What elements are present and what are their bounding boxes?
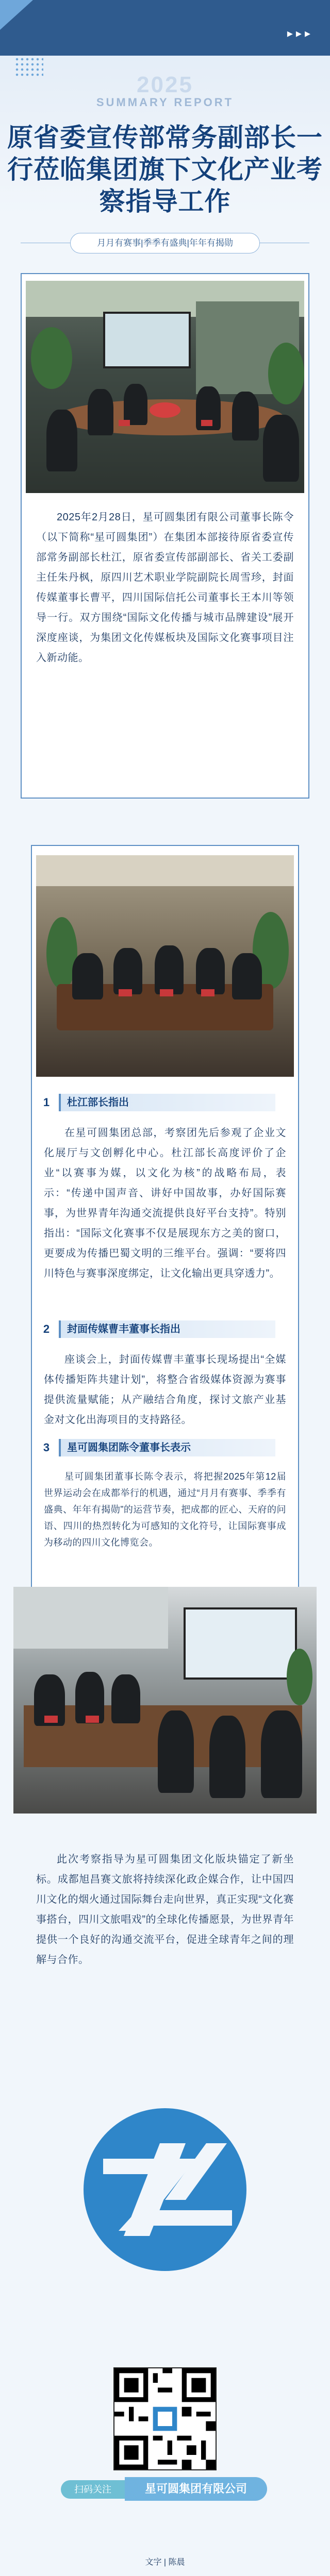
page-title-line-1: 原省委宣传部常务副部长一 <box>7 123 323 152</box>
follow-label: 扫码关注 <box>61 2480 125 2499</box>
section-2-heading <box>36 1319 284 1340</box>
section-2-title: 封面传媒曹丰董事长指出 <box>59 1320 275 1338</box>
meeting-photo-3 <box>13 1587 317 1814</box>
section-1-paragraph: 在星可圆集团总部，考察团先后参观了企业文化展厅与文创孵化中心。杜江部长高度评价了企业“以赛事为媒，以文化为核”的战略布局，表示：“传递中国声音、讲好中国故事，办好国际赛事，为世界青年沟通交流提供良好平台支持”。特别指出：“国际文化赛事不仅是展现东方之美的窗口，更要成为传播巴蜀文明的三维平台。强调：“要将四川特色与赛事深度绑定，让文化输出更具穿透力”。 <box>44 1127 286 1279</box>
section-2-number: 2 <box>43 1323 50 1335</box>
section-3-heading <box>36 1437 284 1458</box>
text-credit: 文字 | 陈晨 <box>145 2558 185 2567</box>
decorative-triangle <box>0 0 33 30</box>
section-1-title: 杜江部长指出 <box>59 1094 275 1111</box>
section-3-title: 星可圆集团陈令董事长表示 <box>59 1439 275 1456</box>
header-top-strip <box>0 0 330 56</box>
qr-code[interactable] <box>113 2367 217 2470</box>
section-2-paragraph: 座谈会上，封面传媒曹丰董事长现场提出“全媒体传播矩阵共建计划”，将整合省级媒体资源为赛事提供流量赋能；从产融结合角度，探讨文旅产业基金对文化出海项目的支持路径。 <box>44 1354 286 1426</box>
header-year: 2025 <box>137 72 193 97</box>
closing-paragraph: 此次考察指导为星可圆集团文化版块锚定了新坐标。成都旭昌赛文旅将持续深化政企媒合作，让中国四川文化的烟火通过国际舞台走向世界，真正实现“文化赛事搭台，四川文旅唱戏”的全球化传播愿景，为世界青年提供一个良好的沟通交流平台，促进全球青年之间的理解与合作。 <box>36 1854 294 1965</box>
company-logo <box>82 2081 248 2298</box>
section-3-paragraph: 星可圆集团董事长陈令表示，将把握2025年第12届世界运动会在成都举行的机遇，通过“月月有赛事、季季有盛典、年年有揭勋”的运营节奏，把成都的匠心、天府的问语、四川的热烈转化为可感知的文化符号，让国际赛事成为移动的四川文化博览会。 <box>44 1471 286 1548</box>
page-title-line-3: 察指导工作 <box>99 187 231 216</box>
subtitle-tagline: 月月有赛事|季季有盛典|年年有揭勋 <box>70 233 260 253</box>
header-summary-label: SUMMARY REPORT <box>96 96 234 109</box>
meeting-photo-2 <box>36 855 294 1077</box>
section-1-heading <box>36 1092 284 1113</box>
section-3-number: 3 <box>43 1441 50 1454</box>
follow-banner <box>61 2477 269 2501</box>
page-title <box>0 122 330 217</box>
company-name: 星可圆集团有限公司 <box>125 2477 267 2501</box>
page-title-line-2: 行莅临集团旗下文化产业考 <box>7 155 323 184</box>
meeting-photo-1 <box>26 281 304 493</box>
intro-paragraph: 2025年2月28日，星可圆集团有限公司董事长陈令（以下简称“星可圆集团”）在集团本部接待原省委宣传部常务副部长杜江，原省委宣传部副部长、省关工委副主任朱丹枫，原四川艺术职业学院副院长周雪珍，封面传媒董事长曹平，四川国际信托公司董事长王本川等领导一行。双方围绕“国际文化传播与城市品牌建设”展开深度座谈，为集团文化传媒板块及国际文化赛事项目注入新动能。 <box>36 512 294 664</box>
section-1-number: 1 <box>43 1096 50 1109</box>
decorative-arrows-icon: ▸▸▸ <box>287 27 314 40</box>
